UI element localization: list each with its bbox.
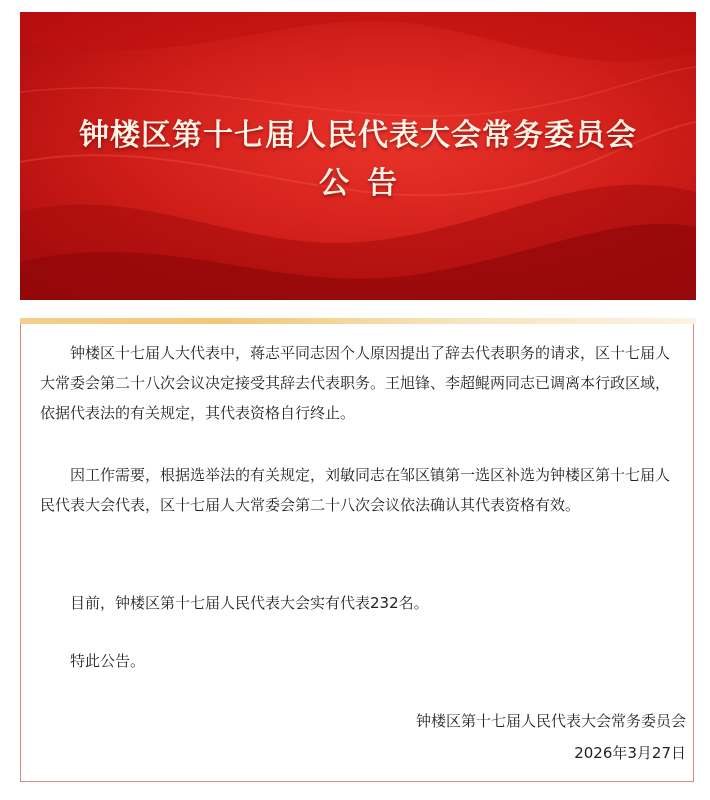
header-banner xyxy=(20,12,696,300)
notice-top-accent-bar xyxy=(20,318,696,324)
banner-wave-decoration xyxy=(20,12,696,300)
notice-paragraph-4: 特此公告。 xyxy=(70,652,146,670)
banner-subtitle: 公告 xyxy=(319,166,415,201)
signature-date: 2026年3月27日 xyxy=(574,744,686,762)
signature-organization: 钟楼区第十七届人民代表大会常务委员会 xyxy=(415,712,686,730)
banner-title: 钟楼区第十七届人民代表大会常务委员会 xyxy=(79,118,637,153)
notice-paragraph-2: 因工作需要，根据选举法的有关规定，刘敏同志在邹区镇第一选区补选为钟楼区第十七届人民代表大会代表，区十七届人大常委会第二十八次会议依法确认其代表资格有效。 xyxy=(40,466,671,514)
notice-paragraph-3: 目前，钟楼区第十七届人民代表大会实有代表232名。 xyxy=(70,594,429,612)
notice-paragraph-1: 钟楼区十七届人大代表中，蒋志平同志因个人原因提出了辞去代表职务的请求，区十七届人大常委会第二十八次会议决定接受其辞去代表职务。王旭锋、李超鲲两同志已调离本行政区域，依据代表法的有关规定，其代表资格自行终止。 xyxy=(40,344,671,422)
